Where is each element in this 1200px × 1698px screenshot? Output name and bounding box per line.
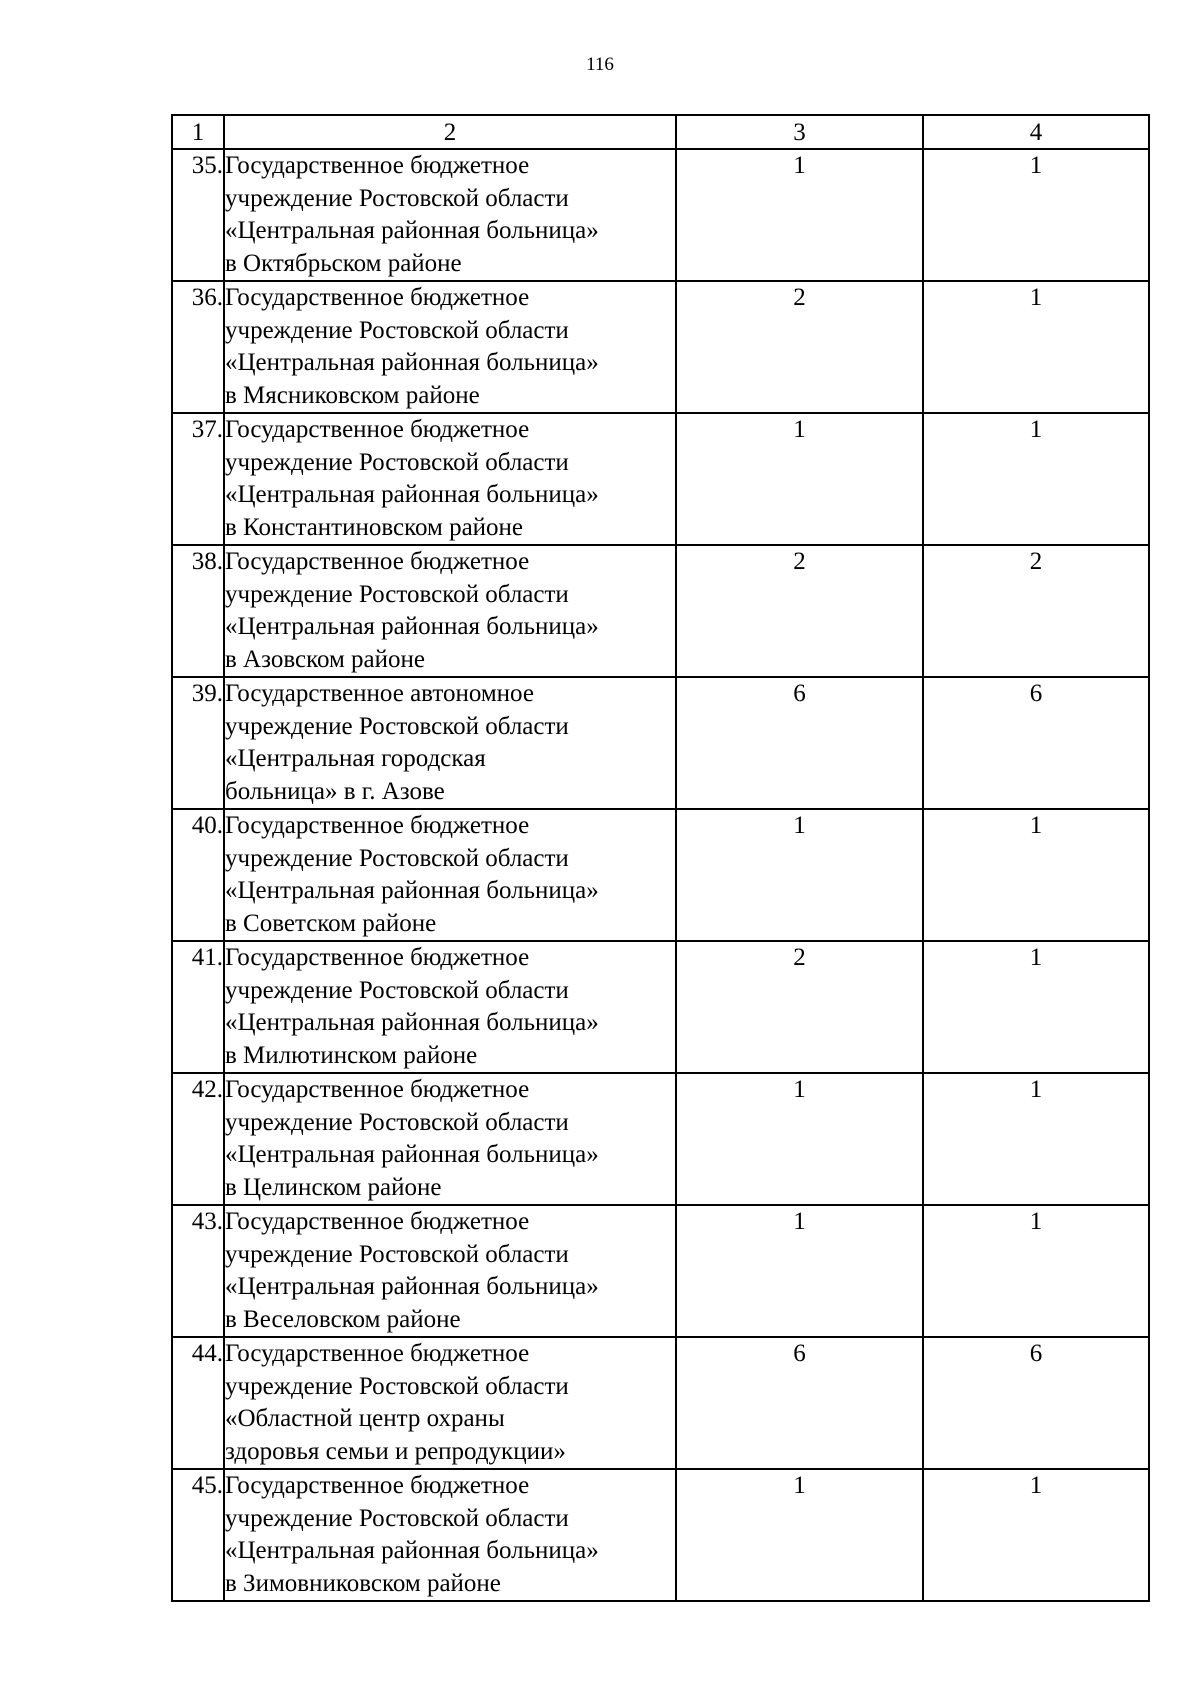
table-body: [172, 115, 1149, 1601]
institution-name-line: «Центральная районная больница»: [225, 481, 599, 508]
institution-name-line: «Центральная районная больница»: [225, 217, 599, 244]
table-row: [172, 149, 1149, 281]
table-row: [172, 1337, 1149, 1469]
row-number-cell: 44.: [172, 1337, 224, 1469]
institution-name-line: учреждение Ростовской области: [225, 976, 569, 1004]
institution-name-line: в Милютинском районе: [225, 1041, 478, 1069]
institution-name-line: в Мясниковском районе: [225, 381, 480, 409]
institution-name-cell: [224, 281, 676, 413]
column-4-value-cell: 6: [923, 1337, 1149, 1469]
table-row: [172, 1469, 1149, 1601]
institution-name-line: учреждение Ростовской области: [225, 1108, 569, 1136]
institution-name-line: Государственное бюджетное: [225, 1076, 530, 1103]
row-number-cell: 39.: [172, 677, 224, 809]
table-row: [172, 941, 1149, 1073]
column-4-value-cell: 1: [923, 1469, 1149, 1601]
institution-name-line: в Веселовском районе: [225, 1305, 461, 1333]
institution-name-line: учреждение Ростовской области: [225, 1504, 569, 1532]
institution-name-line: в Советском районе: [225, 909, 437, 937]
institution-name-cell: [224, 413, 676, 545]
header-cell-2: 2: [224, 115, 676, 149]
column-4-value-cell: 1: [923, 1205, 1149, 1337]
institution-name-cell: [224, 941, 676, 1073]
institution-name-line: в Зимовниковском районе: [225, 1569, 501, 1597]
column-3-value-cell: 6: [676, 1337, 923, 1469]
institution-name-line: «Центральная городская: [225, 745, 486, 772]
header-cell-4: 4: [923, 115, 1149, 149]
row-number-cell: 36.: [172, 281, 224, 413]
table-row: [172, 413, 1149, 545]
institution-name-line: Государственное бюджетное: [225, 1472, 530, 1499]
institution-name-line: учреждение Ростовской области: [225, 580, 569, 608]
institution-name-cell: [224, 1337, 676, 1469]
institution-name-line: больница» в г. Азове: [225, 777, 445, 805]
table-row: [172, 809, 1149, 941]
institution-name-line: Государственное бюджетное: [225, 548, 530, 575]
row-number-cell: 42.: [172, 1073, 224, 1205]
table-row: [172, 1073, 1149, 1205]
column-3-value-cell: 1: [676, 413, 923, 545]
institution-name-line: «Центральная районная больница»: [225, 1141, 599, 1168]
institution-name-line: учреждение Ростовской области: [225, 844, 569, 872]
institution-name-line: здоровья семьи и репродукции»: [225, 1437, 566, 1465]
institution-name-line: «Областной центр охраны: [225, 1405, 505, 1432]
table-row: [172, 677, 1149, 809]
institution-name-line: в Целинском районе: [225, 1173, 442, 1201]
institution-name-line: «Центральная районная больница»: [225, 1273, 599, 1300]
column-4-value-cell: 1: [923, 809, 1149, 941]
institution-name-line: Государственное бюджетное: [225, 944, 530, 971]
institution-name-cell: [224, 545, 676, 677]
institution-name-line: «Центральная районная больница»: [225, 349, 599, 376]
column-4-value-cell: 1: [923, 941, 1149, 1073]
institution-name-line: в Октябрьском районе: [225, 249, 462, 277]
institution-name-line: Государственное бюджетное: [225, 416, 530, 443]
institution-name-cell: [224, 677, 676, 809]
institution-name-line: «Центральная районная больница»: [225, 877, 599, 904]
column-3-value-cell: 2: [676, 545, 923, 677]
row-number-cell: 41.: [172, 941, 224, 1073]
column-3-value-cell: 2: [676, 281, 923, 413]
institution-name-line: Государственное бюджетное: [225, 152, 530, 179]
column-4-value-cell: 1: [923, 281, 1149, 413]
row-number-cell: 35.: [172, 149, 224, 281]
institution-name-line: Государственное бюджетное: [225, 812, 530, 839]
table-row: [172, 281, 1149, 413]
column-3-value-cell: 1: [676, 1205, 923, 1337]
institution-name-line: Государственное бюджетное: [225, 284, 530, 311]
column-4-value-cell: 1: [923, 1073, 1149, 1205]
row-number-cell: 37.: [172, 413, 224, 545]
column-3-value-cell: 1: [676, 1073, 923, 1205]
row-number-cell: 45.: [172, 1469, 224, 1601]
institution-name-line: «Центральная районная больница»: [225, 613, 599, 640]
row-number-cell: 40.: [172, 809, 224, 941]
institution-name-line: учреждение Ростовской области: [225, 184, 569, 212]
institution-name-cell: [224, 809, 676, 941]
institution-name-line: учреждение Ростовской области: [225, 1240, 569, 1268]
column-3-value-cell: 1: [676, 149, 923, 281]
column-3-value-cell: 1: [676, 1469, 923, 1601]
institution-name-cell: [224, 1205, 676, 1337]
column-4-value-cell: 1: [923, 149, 1149, 281]
institution-name-line: учреждение Ростовской области: [225, 316, 569, 344]
institution-name-line: Государственное бюджетное: [225, 1340, 530, 1367]
table-row: [172, 1205, 1149, 1337]
header-cell-3: 3: [676, 115, 923, 149]
page-number: 116: [586, 54, 614, 75]
institution-name-line: в Азовском районе: [225, 645, 426, 673]
table-row: [172, 545, 1149, 677]
institution-name-line: учреждение Ростовской области: [225, 1372, 569, 1400]
institution-name-line: учреждение Ростовской области: [225, 712, 569, 740]
column-3-value-cell: 6: [676, 677, 923, 809]
institution-name-cell: [224, 149, 676, 281]
institution-name-line: Государственное автономное: [225, 680, 534, 707]
column-4-value-cell: 1: [923, 413, 1149, 545]
column-4-value-cell: 6: [923, 677, 1149, 809]
institution-name-line: «Центральная районная больница»: [225, 1537, 599, 1564]
column-3-value-cell: 1: [676, 809, 923, 941]
header-cell-1: 1: [172, 115, 224, 149]
institution-name-line: Государственное бюджетное: [225, 1208, 530, 1235]
institution-name-line: в Константиновском районе: [225, 513, 524, 541]
institution-name-line: учреждение Ростовской области: [225, 448, 569, 476]
row-number-cell: 38.: [172, 545, 224, 677]
row-number-cell: 43.: [172, 1205, 224, 1337]
column-4-value-cell: 2: [923, 545, 1149, 677]
institution-name-cell: [224, 1073, 676, 1205]
institution-name-cell: [224, 1469, 676, 1601]
institutions-table: [171, 114, 1150, 1602]
column-3-value-cell: 2: [676, 941, 923, 1073]
table-header-row: [172, 115, 1149, 149]
institution-name-line: «Центральная районная больница»: [225, 1009, 599, 1036]
